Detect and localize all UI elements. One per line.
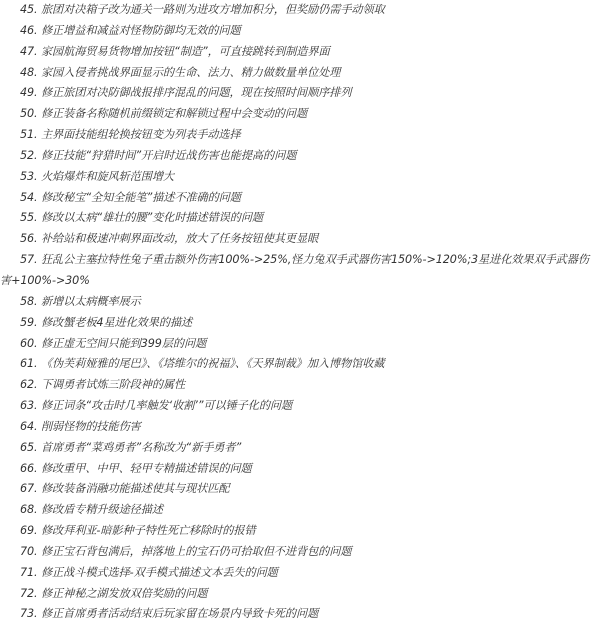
entry-number: 60.: [20, 336, 38, 350]
entry-text: 家园航海贸易货物增加按钮“制造”，可直接跳转到制造界面: [40, 44, 330, 58]
list-item: [0, 0, 600, 21]
entry-number: 57.: [20, 253, 38, 267]
entry-text: 狂乱公主塞拉特性兔子重击额外伤害100%->25%,怪力兔双手武器伤害150%->120%;3星进化效果双手武器伤害+100%->30%: [0, 253, 589, 287]
entry-number: 46.: [20, 23, 38, 37]
entry-text: 修改盾专精升级途径描述: [40, 503, 163, 517]
entry-number: 59.: [20, 315, 38, 329]
entry-number: 62.: [20, 378, 38, 392]
entry-number: 68.: [20, 503, 38, 517]
entry-text: 修改装备消融功能描述使其与现状匹配: [40, 482, 230, 496]
list-item: [0, 375, 600, 396]
list-item: [0, 229, 600, 250]
entry-text: 修正装备名称随机前缀锁定和解锁过程中会变动的问题: [40, 107, 308, 121]
entry-text: 修正宝石背包满后，掉落地上的宝石仍可拾取但不进背包的问题: [40, 544, 352, 558]
entry-number: 69.: [20, 524, 38, 538]
entry-text: 补给站和极速冲刺界面改动，放大了任务按钮使其更显眼: [40, 232, 319, 246]
entry-number: 54.: [20, 190, 38, 204]
entry-text: 削弱怪物的技能伤害: [40, 419, 141, 433]
entry-number: 65.: [20, 440, 38, 454]
entry-number: 72.: [20, 586, 38, 600]
entry-text: 修正首席勇者活动结束后玩家留在场景内导致卡死的问题: [40, 607, 319, 621]
entry-text: 火焰爆炸和旋风斩范围增大: [40, 169, 175, 183]
entry-number: 45.: [20, 3, 38, 16]
list-item: [0, 334, 600, 355]
entry-number: 55.: [20, 211, 38, 225]
list-item: [0, 83, 600, 104]
entry-number: 63.: [20, 399, 38, 413]
entry-number: 53.: [20, 169, 38, 183]
list-item: [0, 63, 600, 84]
entry-number: 50.: [20, 107, 38, 121]
list-item: [0, 42, 600, 63]
entry-text: 新增以太病概率展示: [40, 294, 141, 308]
list-item: [0, 459, 600, 480]
list-item: [0, 521, 600, 542]
list-item: [0, 417, 600, 438]
entry-number: 51.: [20, 128, 38, 142]
entry-text: 修正词条“攻击时几率触发‘收割’”可以锤子化的问题: [40, 399, 293, 413]
list-item: [0, 146, 600, 167]
entry-text: 修正增益和减益对怪物防御均无效的问题: [40, 23, 241, 37]
entry-text: 修正虚无空间只能到399层的问题: [40, 336, 207, 350]
list-item: [0, 167, 600, 188]
entry-number: 48.: [20, 65, 38, 79]
list-item: [0, 542, 600, 563]
entry-text: 修正战斗模式选择-双手模式描述文本丢失的问题: [40, 565, 278, 579]
entry-number: 73.: [20, 607, 38, 621]
entry-text: 旅团对决箱子改为通关一路则为进攻方增加积分，但奖励仍需手动领取: [40, 3, 385, 16]
entry-text: 家园入侵者挑战界面显示的生命、法力、精力做数量单位处理: [40, 65, 341, 79]
entry-number: 49.: [20, 86, 38, 100]
list-item: [0, 396, 600, 417]
list-item: [0, 438, 600, 459]
entry-text: 修改以太病“雄壮的腰”变化时描述错误的问题: [40, 211, 264, 225]
entry-text: 修正神秘之湖发放双倍奖励的问题: [40, 586, 208, 600]
entry-number: 56.: [20, 232, 38, 246]
list-item: [0, 584, 600, 605]
entry-number: 58.: [20, 294, 38, 308]
list-item: [0, 21, 600, 42]
entry-number: 47.: [20, 44, 38, 58]
entry-number: 70.: [20, 544, 38, 558]
list-item: [0, 292, 600, 313]
entry-number: 67.: [20, 482, 38, 496]
list-item: [0, 250, 598, 292]
entry-text: 修正技能“狩猎时间”开启时近战伤害也能提高的问题: [40, 148, 297, 162]
entry-text: 下调勇者试炼三阶段神的属性: [40, 378, 186, 392]
entry-text: 修改拜利亚-暗影种子特性死亡移除时的报错: [40, 524, 256, 538]
entry-text: 主界面技能组轮换按钮变为列表手动选择: [40, 128, 241, 142]
entry-text: 修正旅团对决防御战报排序混乱的问题，现在按照时间顺序排列: [40, 86, 352, 100]
list-item: [0, 104, 600, 125]
entry-number: 66.: [20, 461, 38, 475]
entry-text: 修改秘宝“全知全能笔”描述不准确的问题: [40, 190, 241, 204]
entry-number: 61.: [20, 357, 38, 371]
list-item: [0, 563, 600, 584]
list-item: [0, 125, 600, 146]
entry-text: 修改重甲、中甲、轻甲专精描述错误的问题: [40, 461, 252, 475]
entry-number: 64.: [20, 419, 38, 433]
list-item: [0, 604, 600, 625]
entry-text: 修改蟹老板4星进化效果的描述: [40, 315, 193, 329]
list-item: [0, 500, 600, 521]
list-item: [0, 208, 600, 229]
entry-text: 首席勇者“菜鸡勇者”名称改为“新手勇者”: [40, 440, 242, 454]
list-item: [0, 188, 600, 209]
entry-number: 52.: [20, 148, 38, 162]
entry-number: 71.: [20, 565, 38, 579]
list-item: [0, 354, 600, 375]
list-item: [0, 479, 600, 500]
list-item: [0, 313, 600, 334]
entry-text: 《伪芙莉娅雅的尾巴》、《塔维尔的祝福》、《天界制裁》加入博物馆收藏: [40, 357, 385, 371]
